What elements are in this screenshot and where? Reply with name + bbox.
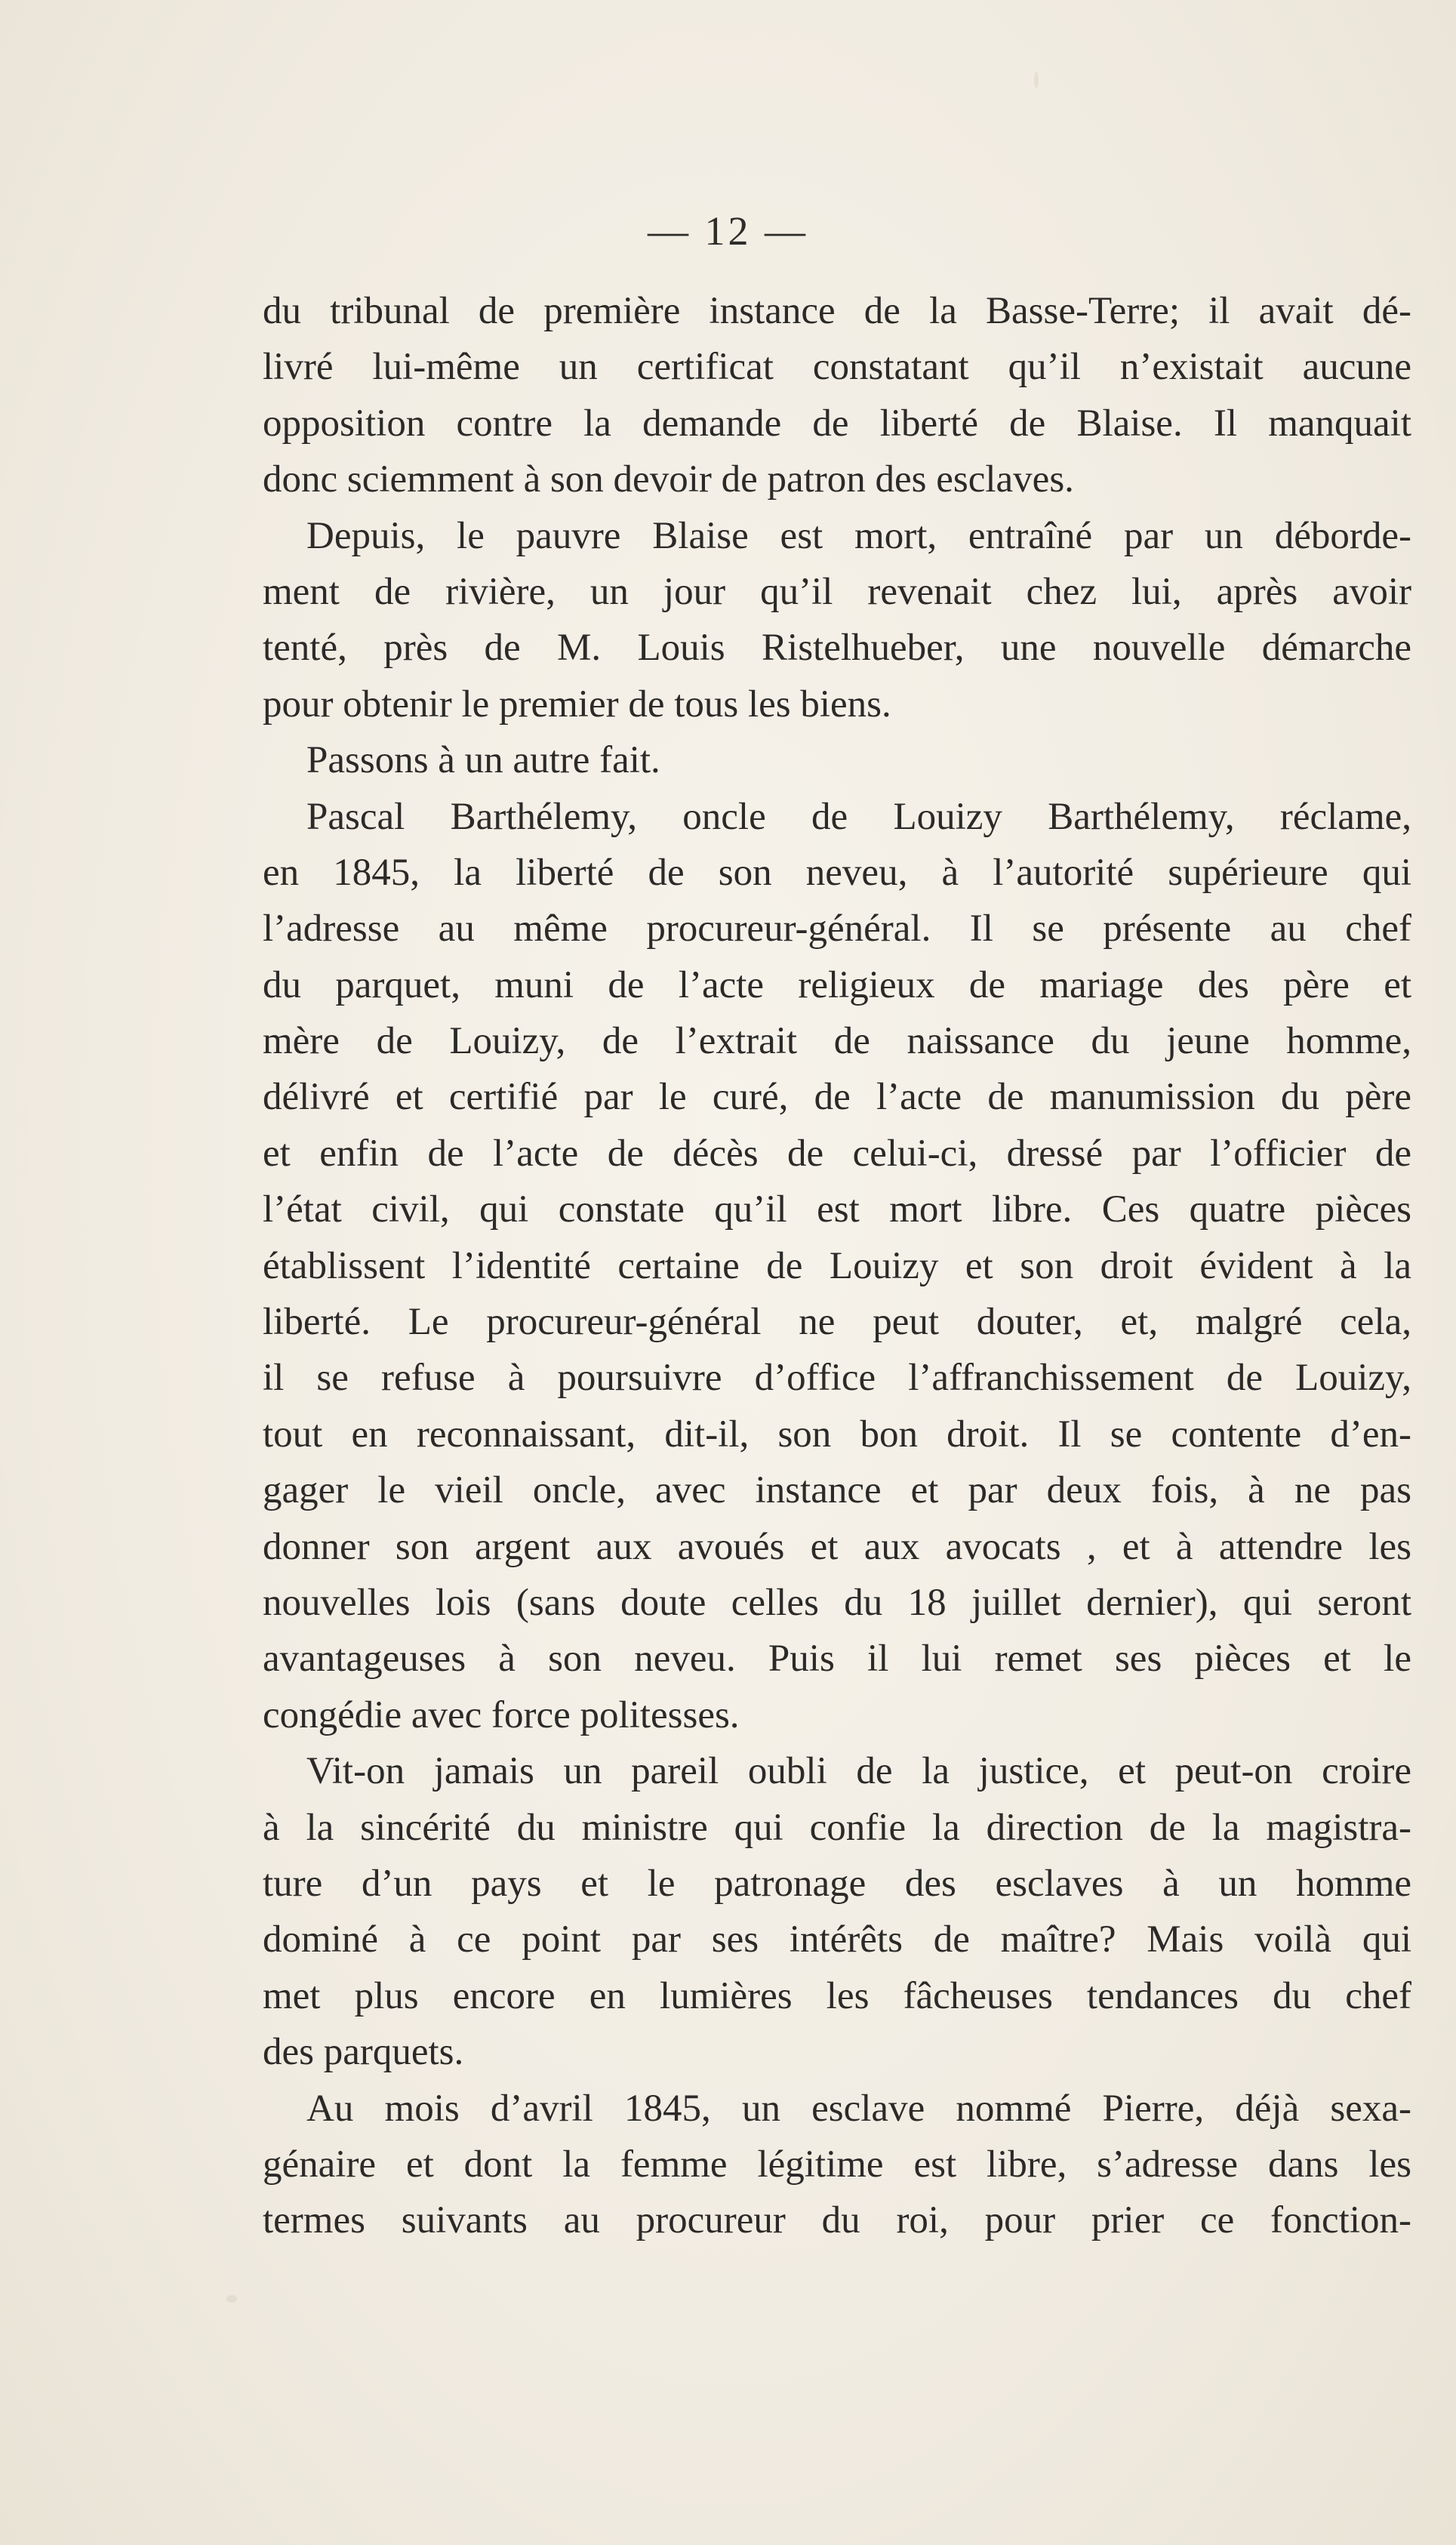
text-line: il se refuse à poursuivre d’office l’affranchissement de Louizy, (263, 1357, 1411, 1400)
text-line: opposition contre la demande de liberté de Blaise. Il manquait (263, 402, 1411, 445)
text-line: Au mois d’avril 1845, un esclave nommé Pierre, déjà sexa- (306, 2087, 1411, 2130)
paper-stain (226, 2295, 237, 2303)
text-line: délivré et certifié par le curé, de l’acte de manumission du père (263, 1076, 1411, 1119)
text-line: met plus encore en lumières les fâcheuses tendances du chef (263, 1974, 1411, 2017)
text-line: Vit-on jamais un pareil oubli de la justice, et peut-on croire (306, 1750, 1411, 1793)
page-number: — 12 — (648, 208, 808, 254)
text-line: donner son argent aux avoués et aux avocats , et à attendre les (263, 1525, 1411, 1568)
text-line: l’état civil, qui constate qu’il est mort libre. Ces quatre pièces (263, 1188, 1411, 1231)
text-line: des parquets. (263, 2031, 464, 2074)
text-line: à la sincérité du ministre qui confie la direction de la magistra- (263, 1806, 1411, 1849)
text-line: dominé à ce point par ses intérêts de maître? Mais voilà qui (263, 1918, 1411, 1961)
text-line: pour obtenir le premier de tous les biens. (263, 682, 891, 726)
text-line: congédie avec force politesses. (263, 1693, 740, 1736)
text-line: ment de rivière, un jour qu’il revenait chez lui, après avoir (263, 570, 1411, 613)
paper-stain (1034, 72, 1039, 88)
text-line: Pascal Barthélemy, oncle de Louizy Barthélemy, réclame, (306, 795, 1411, 838)
text-line: en 1845, la liberté de son neveu, à l’autorité supérieure qui (263, 851, 1411, 894)
text-line: gager le vieil oncle, avec instance et par deux fois, à ne pas (263, 1469, 1411, 1512)
text-line: tout en reconnaissant, dit-il, son bon droit. Il se contente d’en- (263, 1413, 1411, 1456)
text-line: termes suivants au procureur du roi, pour prier ce fonction- (263, 2199, 1411, 2242)
text-line: liberté. Le procureur-général ne peut douter, et, malgré cela, (263, 1301, 1411, 1344)
text-line: et enfin de l’acte de décès de celui-ci, dressé par l’officier de (263, 1132, 1411, 1175)
text-line: tenté, près de M. Louis Ristelhueber, une nouvelle démarche (263, 627, 1411, 670)
text-line: l’adresse au même procureur-général. Il se présente au chef (263, 907, 1411, 951)
body-text (263, 283, 1411, 2249)
text-line: du parquet, muni de l’acte religieux de mariage des père et (263, 963, 1411, 1006)
text-line: livré lui-même un certificat constatant qu’il n’existait aucune (263, 346, 1411, 389)
text-line: avantageuses à son neveu. Puis il lui remet ses pièces et le (263, 1638, 1411, 1681)
text-line: Depuis, le pauvre Blaise est mort, entraîné par un déborde- (306, 514, 1411, 557)
text-line: établissent l’identité certaine de Louizy et son droit évident à la (263, 1244, 1411, 1287)
text-line: ture d’un pays et le patronage des esclaves à un homme (263, 1862, 1411, 1905)
text-line: nouvelles lois (sans doute celles du 18 juillet dernier), qui seront (263, 1581, 1411, 1624)
text-line: génaire et dont la femme légitime est libre, s’adresse dans les (263, 2143, 1411, 2186)
text-line: du tribunal de première instance de la Basse-Terre; il avait dé- (263, 290, 1411, 332)
text-line: Passons à un autre fait. (306, 739, 660, 782)
text-line: donc sciemment à son devoir de patron des esclaves. (263, 458, 1074, 501)
text-line: mère de Louizy, de l’extrait de naissance du jeune homme, (263, 1020, 1411, 1063)
